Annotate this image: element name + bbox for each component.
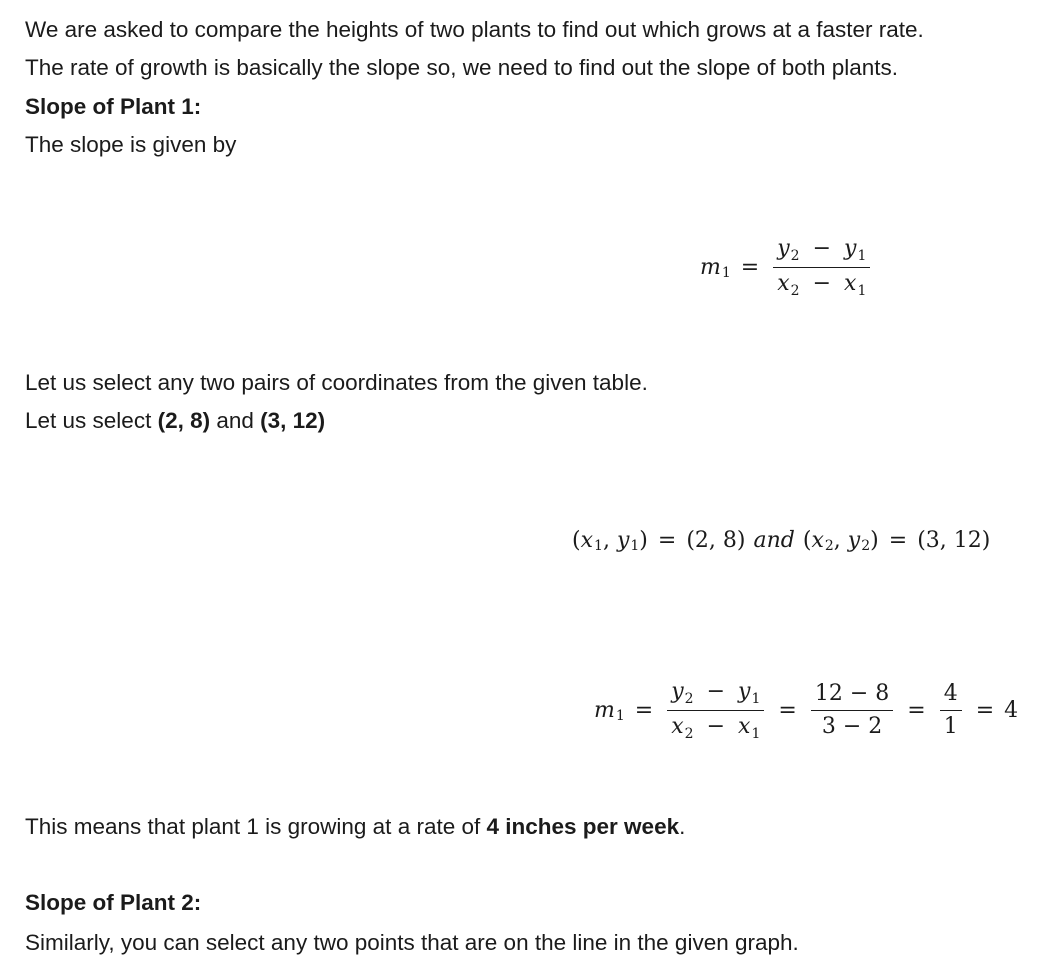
- slope-result: 4: [1004, 697, 1019, 723]
- intro-line-1: We are asked to compare the heights of two plants to find out which grows at a faster rate.: [25, 17, 924, 42]
- heading-plant-2: [25, 884, 201, 922]
- m-symbol: m: [700, 254, 721, 280]
- calc-denominator: 3 − 2: [821, 714, 883, 740]
- point-b: (3, 12): [260, 408, 326, 433]
- m-subscript: 1: [721, 264, 731, 281]
- heading-plant-1: [25, 88, 201, 126]
- select-points-text: Let us select (2, 8) and (3, 12): [25, 408, 326, 433]
- pair-1-value: (2, 8): [686, 528, 746, 553]
- heading-plant-1-text: Slope of Plant 1:: [25, 94, 202, 119]
- fraction-numerator: $y_2 - y_1$: [777, 236, 867, 264]
- slope-calculation: m 1 = $\frac{y_2 - y_1}{x_2 - x_1}$ = $\frac{12 - 8}{3 - 2}$ = $\frac{4}{1}$ = 4: [594, 679, 1019, 743]
- rate-conclusion: This means that plant 1 is growing at a rate of 4 inches per week.: [25, 814, 686, 839]
- rate-value: 4 inches per week: [486, 814, 680, 839]
- heading-plant-2-text: Slope of Plant 2:: [25, 890, 202, 915]
- simplified-fraction: $\frac{4}{1}$: [940, 679, 962, 742]
- fraction-bar: [773, 267, 870, 268]
- calc-numerator: 12 − 8: [814, 681, 890, 706]
- intro-line-2: The rate of growth is basically the slope so, we need to find out the slope of both plants.: [25, 55, 899, 80]
- calc-numeric-fraction: [811, 679, 893, 742]
- and-word: and: [753, 528, 795, 553]
- pair-2-value: (3, 12): [917, 528, 991, 553]
- slope-formula: [700, 234, 874, 301]
- fraction-denominator: $x_2 - x_1$: [777, 271, 867, 300]
- point-a: (2, 8): [157, 408, 211, 433]
- slope-fraction: [773, 234, 870, 301]
- calc-symbolic-fraction: $\frac{y_2 - y_1}{x_2 - x_1}$: [667, 677, 764, 744]
- equals-sign: =: [740, 254, 760, 280]
- select-pairs-text: Let us select any two pairs of coordinates from the given table.: [25, 370, 648, 395]
- similarly-text: Similarly, you can select any two points that are on the line in the given graph.: [25, 930, 799, 955]
- coordinate-assignment: ( x 1 , y 1 ) = (2, 8) and ( x 2 , y 2 ) = (3, 12): [572, 522, 990, 560]
- slope-given-text: The slope is given by: [25, 132, 237, 157]
